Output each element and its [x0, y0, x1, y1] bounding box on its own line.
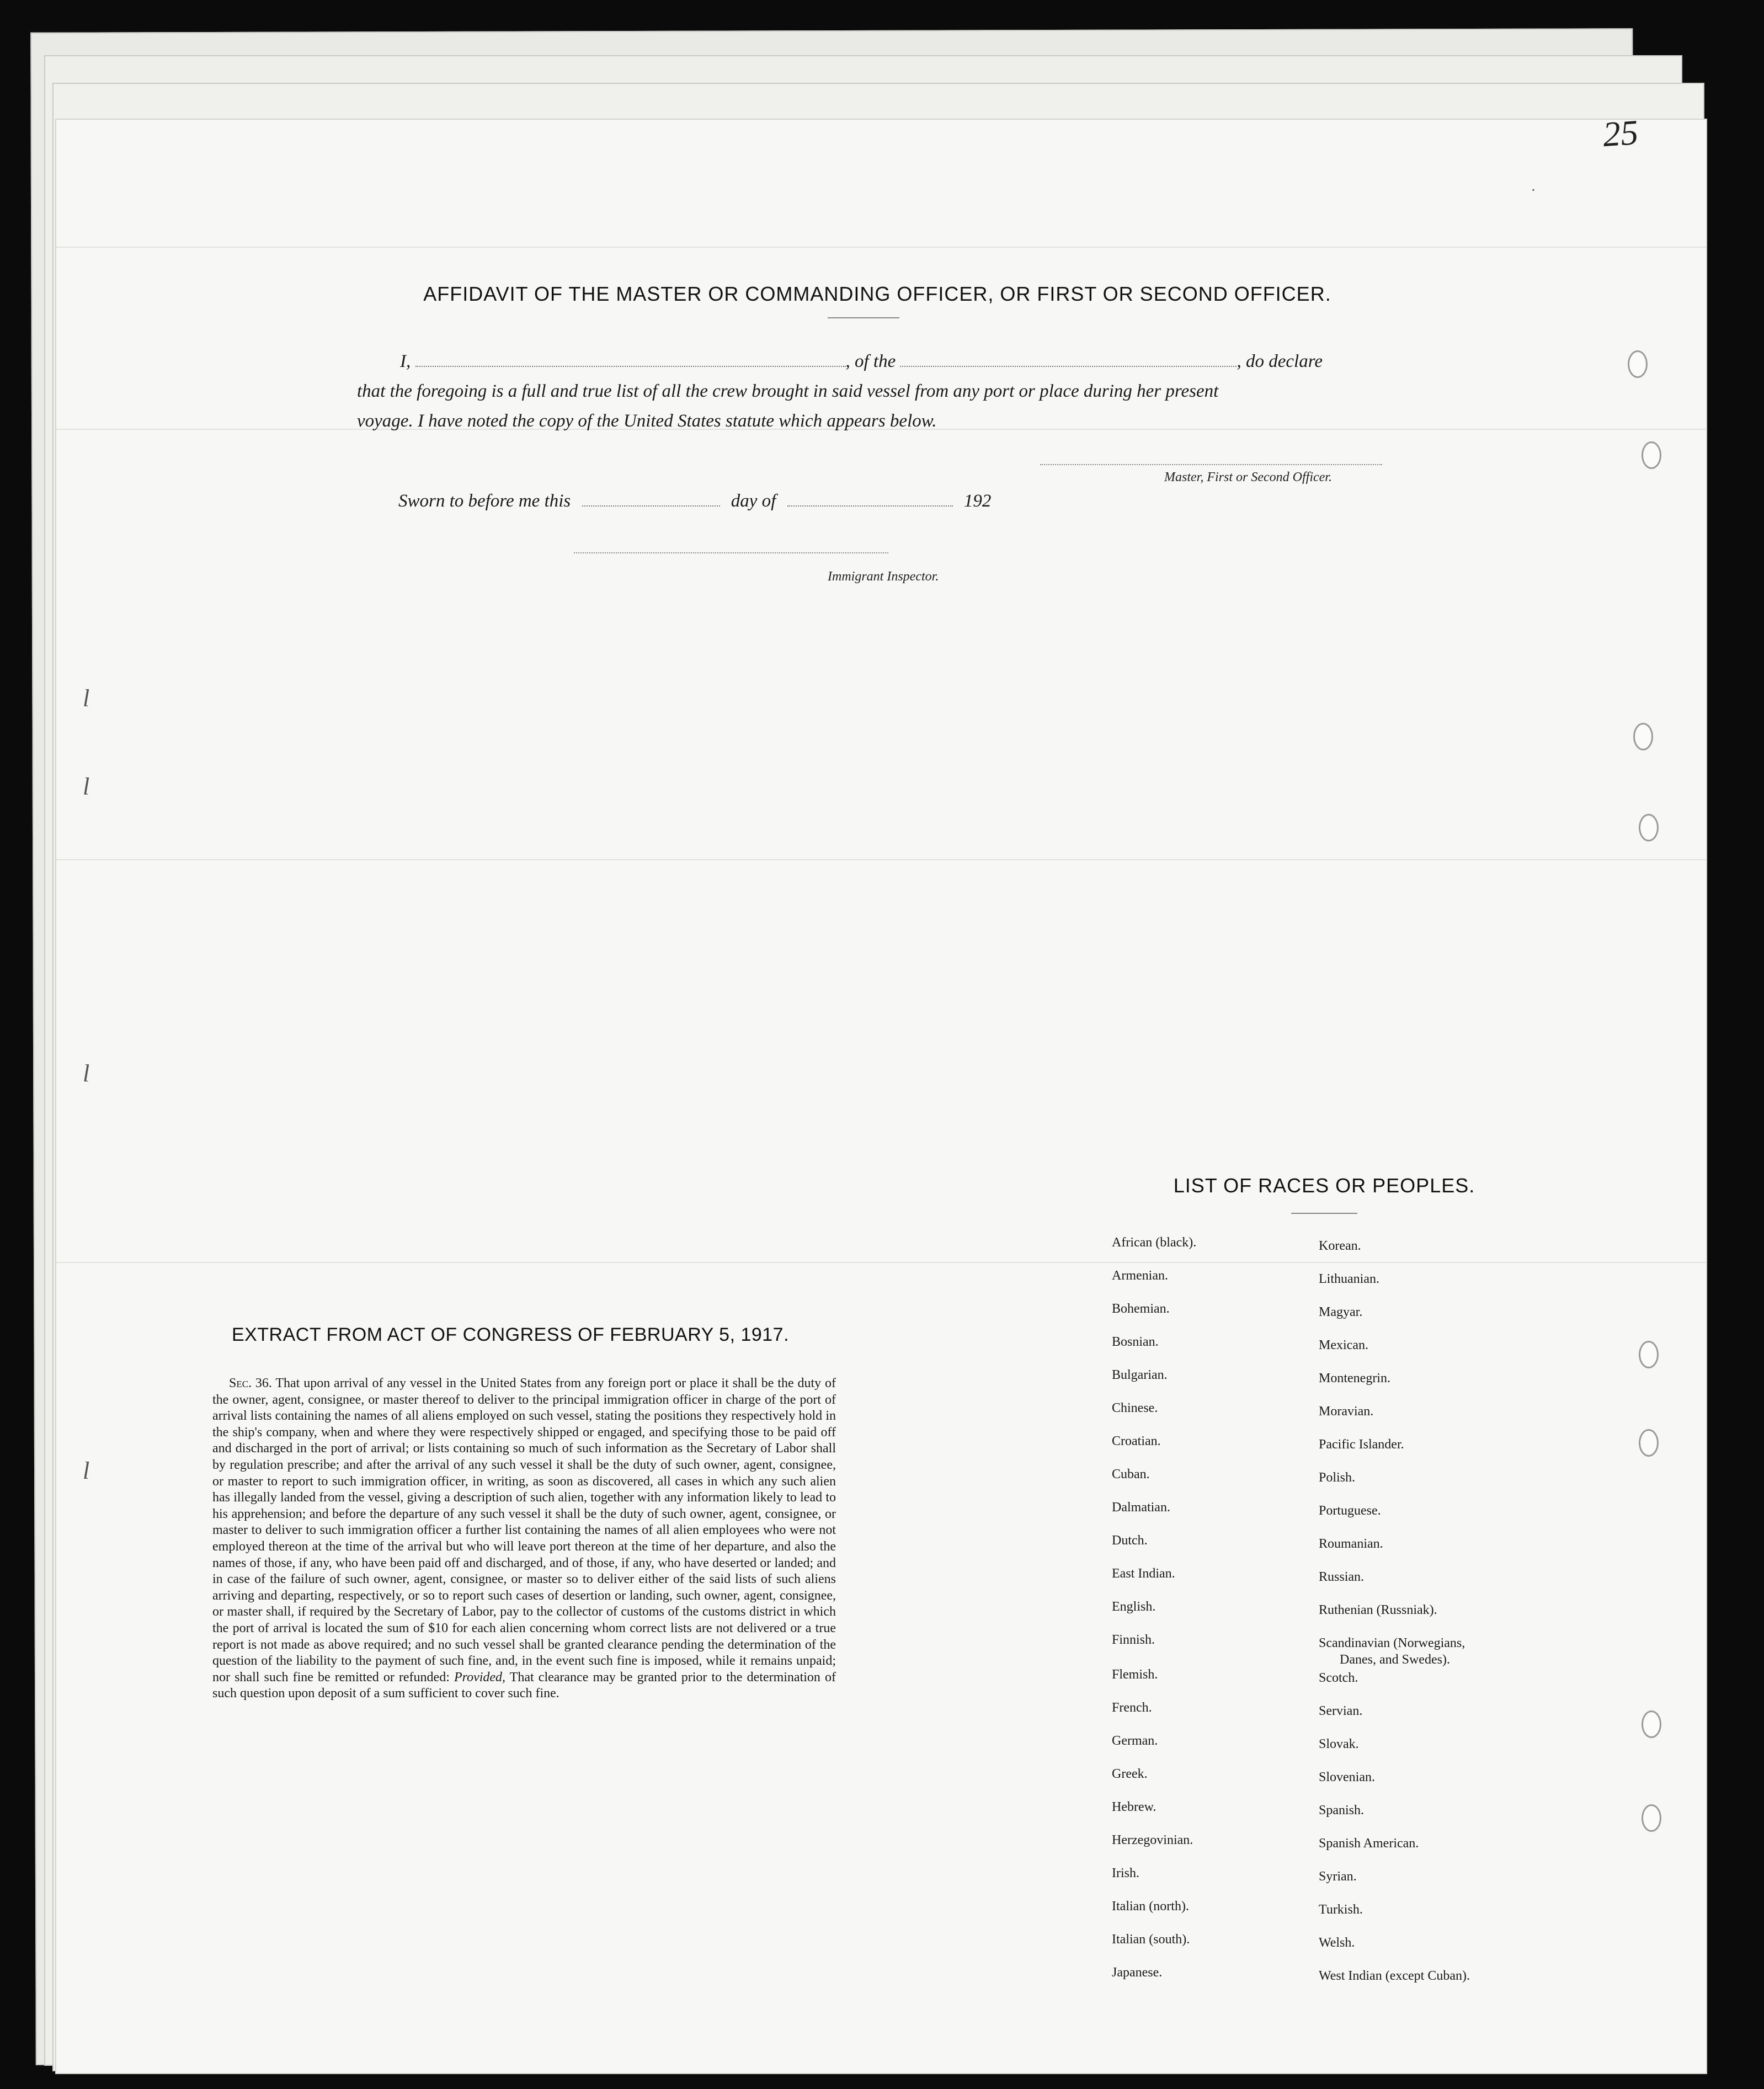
race-item: Mexican.: [1319, 1338, 1368, 1352]
race-item: Spanish American.: [1319, 1836, 1419, 1851]
master-signature-caption: Master, First or Second Officer.: [1164, 470, 1332, 484]
bleed-mark: l: [83, 1060, 90, 1087]
race-item: Lithuanian.: [1319, 1272, 1379, 1286]
extract-text: That upon arrival of any vessel in the United States from any foreign port or place it shall be the duty of the owner, agent, consignee, or master thereof to deliver to the principal immigration officer in charge of the port of arrival lists containing the names of all aliens employed on such vessel, stating the positions they respectively hold in the ship's company, when and where they were respectively shipped or engaged, and specifying those to be paid off and discharged in the port of arrival; or lists containing so much of such information as the Secretary of Labor shall by regulation prescribe; and after the arrival of any such vessel it shall be the duty of such owner, agent, consignee, or master to report to such immigration officer, in writing, as soon as discovered, all cases in which any such alien has illegally landed from the vessel, giving a description of such alien, together with any information likely to lead to his apprehension; and before the departure of any such vessel it shall be the duty of such owner, agent, consignee, or master to deliver to such immigration officer a further list containing the names of all alien employees who were not employed thereon at the time of the arrival but who will leave port thereon at the time of her departure, and also the names of those, if any, who have been paid off and discharged, and of those, if any, who have deserted or landed; and in case of the failure of such owner, agent, consignee, or master so to deliver either of the said lists of such aliens arriving and departing, respectively, or so to report such cases of desertion or landing, such owner, agent, consignee, or master shall, if required by the Secretary of Labor, pay to the collector of customs of the customs district in which the port of arrival is located the sum of $10 for each alien concerning whom correct lists are not delivered or a true report is not made as above required; and no such vessel shall be granted clearance pending the determination of the question of the liability to the payment of such fine, and, in the event such fine is imposed, while it remains unpaid; nor shall such fine be remitted or refunded:: [212, 1376, 836, 1685]
bleed-mark: l: [83, 685, 90, 712]
race-item: Polish.: [1319, 1470, 1356, 1485]
bleed-through-rule: [56, 859, 1706, 860]
affidavit-pronoun: I,: [400, 351, 411, 371]
bleed-mark: l: [83, 773, 90, 800]
binder-ring: [1639, 1429, 1659, 1457]
affidavit-declare: , do declare: [1237, 351, 1323, 371]
bleed-mark: ·: [1531, 182, 1535, 199]
race-item: Magyar.: [1319, 1305, 1363, 1319]
bleed-through-rule: [56, 247, 1706, 248]
race-item: West Indian (except Cuban).: [1319, 1969, 1470, 1983]
inspector-caption: Immigrant Inspector.: [828, 569, 939, 584]
affidavit-of-the: , of the: [845, 351, 896, 371]
race-item: Spanish.: [1319, 1803, 1365, 1818]
race-item: Portuguese.: [1319, 1504, 1381, 1518]
race-item: Irish.: [1112, 1866, 1139, 1880]
race-item: Italian (north).: [1112, 1899, 1189, 1914]
race-item: French.: [1112, 1701, 1152, 1715]
race-item: English.: [1112, 1600, 1156, 1614]
race-item: Herzegovinian.: [1112, 1833, 1193, 1847]
sworn-day-field[interactable]: [582, 505, 720, 507]
inspector-signature-field[interactable]: [574, 552, 888, 553]
race-item: Finnish.: [1112, 1633, 1155, 1647]
sworn-line: [398, 491, 991, 511]
race-item: Montenegrin.: [1319, 1371, 1390, 1385]
sworn-month-field[interactable]: [787, 505, 953, 507]
race-item: Dalmatian.: [1112, 1500, 1170, 1515]
race-item: Japanese.: [1112, 1965, 1163, 1980]
race-item: Chinese.: [1112, 1401, 1158, 1415]
provided-term: Provided,: [454, 1670, 506, 1685]
bleed-through-rule: [56, 1262, 1706, 1263]
race-item: Scandinavian (Norwegians,: [1319, 1636, 1465, 1650]
race-item: Flemish.: [1112, 1667, 1158, 1682]
race-item: Hebrew.: [1112, 1800, 1157, 1814]
binder-ring: [1633, 723, 1653, 750]
race-item: Bosnian.: [1112, 1335, 1159, 1349]
race-item: Syrian.: [1319, 1869, 1357, 1884]
races-underline: [1291, 1213, 1357, 1214]
race-item: African (black).: [1112, 1235, 1197, 1250]
race-item: Dutch.: [1112, 1533, 1148, 1548]
affidavit-line-2: that the foregoing is a full and true list of all the crew brought in said vessel from any port or place during her present: [357, 381, 1219, 401]
race-item: Armenian.: [1112, 1269, 1168, 1283]
affidavit-line-3: voyage. I have noted the copy of the United States statute which appears below.: [357, 411, 937, 431]
sworn-year: 192: [963, 491, 992, 511]
race-item: Ruthenian (Russniak).: [1319, 1603, 1437, 1617]
race-item: Roumanian.: [1319, 1537, 1383, 1551]
race-item: Turkish.: [1319, 1903, 1363, 1917]
race-item: Slovak.: [1319, 1737, 1359, 1751]
extract-title: EXTRACT FROM ACT OF CONGRESS OF FEBRUARY 5, 1917.: [231, 1324, 790, 1345]
race-item: East Indian.: [1112, 1566, 1175, 1581]
section-label: Sec. 36.: [229, 1376, 272, 1390]
race-item: Bulgarian.: [1112, 1368, 1168, 1382]
race-item: Russian.: [1319, 1570, 1365, 1584]
races-title: LIST OF RACES OR PEOPLES.: [1173, 1174, 1475, 1197]
vessel-field[interactable]: [900, 365, 1237, 367]
affidavit-line-1: [400, 347, 1404, 376]
race-item: Slovenian.: [1319, 1770, 1375, 1784]
bleed-mark: l: [83, 1457, 90, 1484]
binder-ring: [1639, 814, 1659, 841]
binder-ring: [1628, 350, 1648, 378]
title-underline: [828, 317, 899, 318]
binder-ring: [1642, 441, 1661, 469]
race-item: Greek.: [1112, 1767, 1148, 1781]
race-item: Danes, and Swedes).: [1340, 1653, 1450, 1667]
extract-text-end: That clearance may be granted prior to the determination of such question upon deposit of a sum sufficient to cover such fine.: [212, 1670, 836, 1701]
race-item: Servian.: [1319, 1704, 1363, 1718]
affidavit-title: AFFIDAVIT OF THE MASTER OR COMMANDING OFFICER, OR FIRST OR SECOND OFFICER.: [423, 283, 1331, 305]
race-item: German.: [1112, 1734, 1158, 1748]
race-item: Scotch.: [1319, 1671, 1358, 1685]
sworn-prefix: Sworn to before me this: [398, 491, 571, 511]
race-item: Moravian.: [1319, 1404, 1374, 1419]
binder-ring: [1639, 1341, 1659, 1368]
page-number: 25: [1601, 112, 1640, 154]
race-item: Pacific Islander.: [1319, 1437, 1404, 1452]
sworn-day-label: day of: [731, 491, 776, 511]
race-item: Bohemian.: [1112, 1302, 1170, 1316]
race-item: Korean.: [1319, 1239, 1361, 1253]
binder-ring: [1642, 1804, 1661, 1832]
extract-body: [212, 1376, 836, 1702]
binder-ring: [1642, 1710, 1661, 1738]
master-signature-field[interactable]: [1040, 463, 1382, 465]
race-item: Italian (south).: [1112, 1932, 1190, 1947]
affidavit-body: [357, 347, 1404, 436]
race-item: Welsh.: [1319, 1936, 1355, 1950]
race-item: Croatian.: [1112, 1434, 1161, 1448]
race-item: Cuban.: [1112, 1467, 1150, 1482]
name-field[interactable]: [415, 365, 846, 367]
